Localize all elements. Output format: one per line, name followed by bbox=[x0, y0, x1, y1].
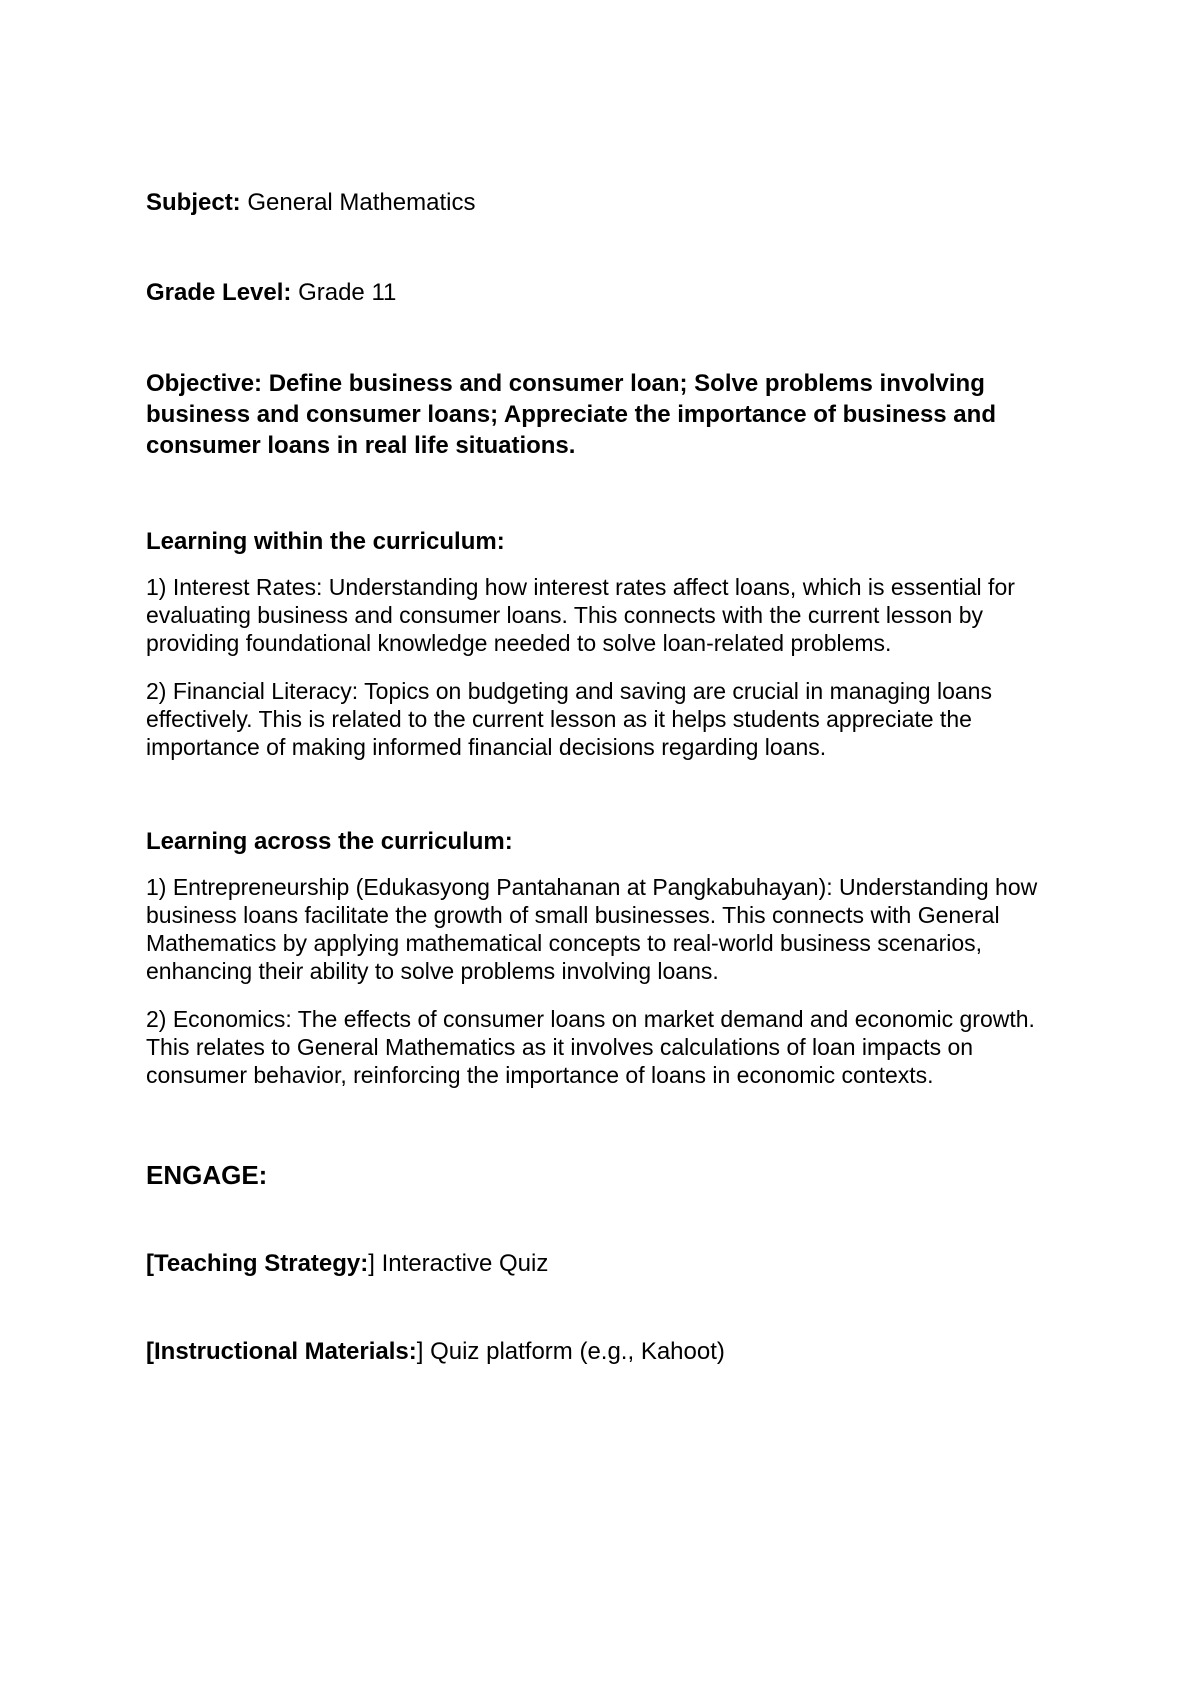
teaching-strategy-open-bracket: [ bbox=[146, 1250, 154, 1277]
teaching-strategy-line bbox=[146, 1249, 1066, 1279]
grade-level-value: Grade 11 bbox=[298, 279, 397, 306]
instructional-materials-open-bracket: [ bbox=[146, 1338, 154, 1365]
teaching-strategy-close-bracket: ] bbox=[368, 1250, 375, 1277]
subject-value: General Mathematics bbox=[247, 189, 476, 216]
instructional-materials-value: Quiz platform (e.g., Kahoot) bbox=[423, 1338, 725, 1365]
teaching-strategy-value: Interactive Quiz bbox=[374, 1250, 549, 1277]
engage-heading: ENGAGE: bbox=[146, 1160, 268, 1190]
grade-level-line bbox=[146, 278, 1066, 308]
across-item-economics: 2) Economics: The effects of consumer loans on market demand and economic growth. This relates to General Mathematics as it involves calculations of loan impacts on consumer behavior, reinforcing the importance of loans in economic contexts. bbox=[146, 1006, 1035, 1088]
across-item-entrepreneurship: 1) Entrepreneurship (Edukasyong Pantahanan at Pangkabuhayan): Understanding how business loans facilitate the growth of small businesses. This connects with General Mathematics by applying mathematical concepts to real-world business scenarios, enhancing their ability to solve problems involving loans. bbox=[146, 874, 1038, 984]
objective-label: Objective: bbox=[146, 370, 263, 397]
instructional-materials-label: Instructional Materials: bbox=[154, 1338, 417, 1365]
teaching-strategy-label: Teaching Strategy: bbox=[154, 1250, 369, 1277]
objective-line bbox=[146, 368, 1066, 461]
across-curriculum-heading: Learning across the curriculum: bbox=[146, 828, 513, 855]
instructional-materials-close-bracket: ] bbox=[416, 1338, 424, 1365]
grade-level-label: Grade Level: bbox=[146, 279, 292, 306]
instructional-materials-line bbox=[146, 1337, 1066, 1367]
objective-text: Define business and consumer loan; Solve problems involving business and consumer loans; Appreciate the importance of business and consumer loans in real life situations. bbox=[146, 370, 996, 459]
subject-line bbox=[146, 188, 1066, 218]
within-item-financial-literacy: 2) Financial Literacy: Topics on budgeting and saving are crucial in managing loans effectively. This is related to the current lesson as it helps students appreciate the importance of making informed financial decisions regarding loans. bbox=[146, 678, 992, 760]
within-curriculum-heading: Learning within the curriculum: bbox=[146, 528, 505, 555]
subject-label: Subject: bbox=[146, 189, 241, 216]
within-item-interest-rates: 1) Interest Rates: Understanding how interest rates affect loans, which is essential for evaluating business and consumer loans. This connects with the current lesson by providing foundational knowledge needed to solve loan-related problems. bbox=[146, 574, 1015, 656]
lesson-plan-content bbox=[146, 188, 1066, 1367]
